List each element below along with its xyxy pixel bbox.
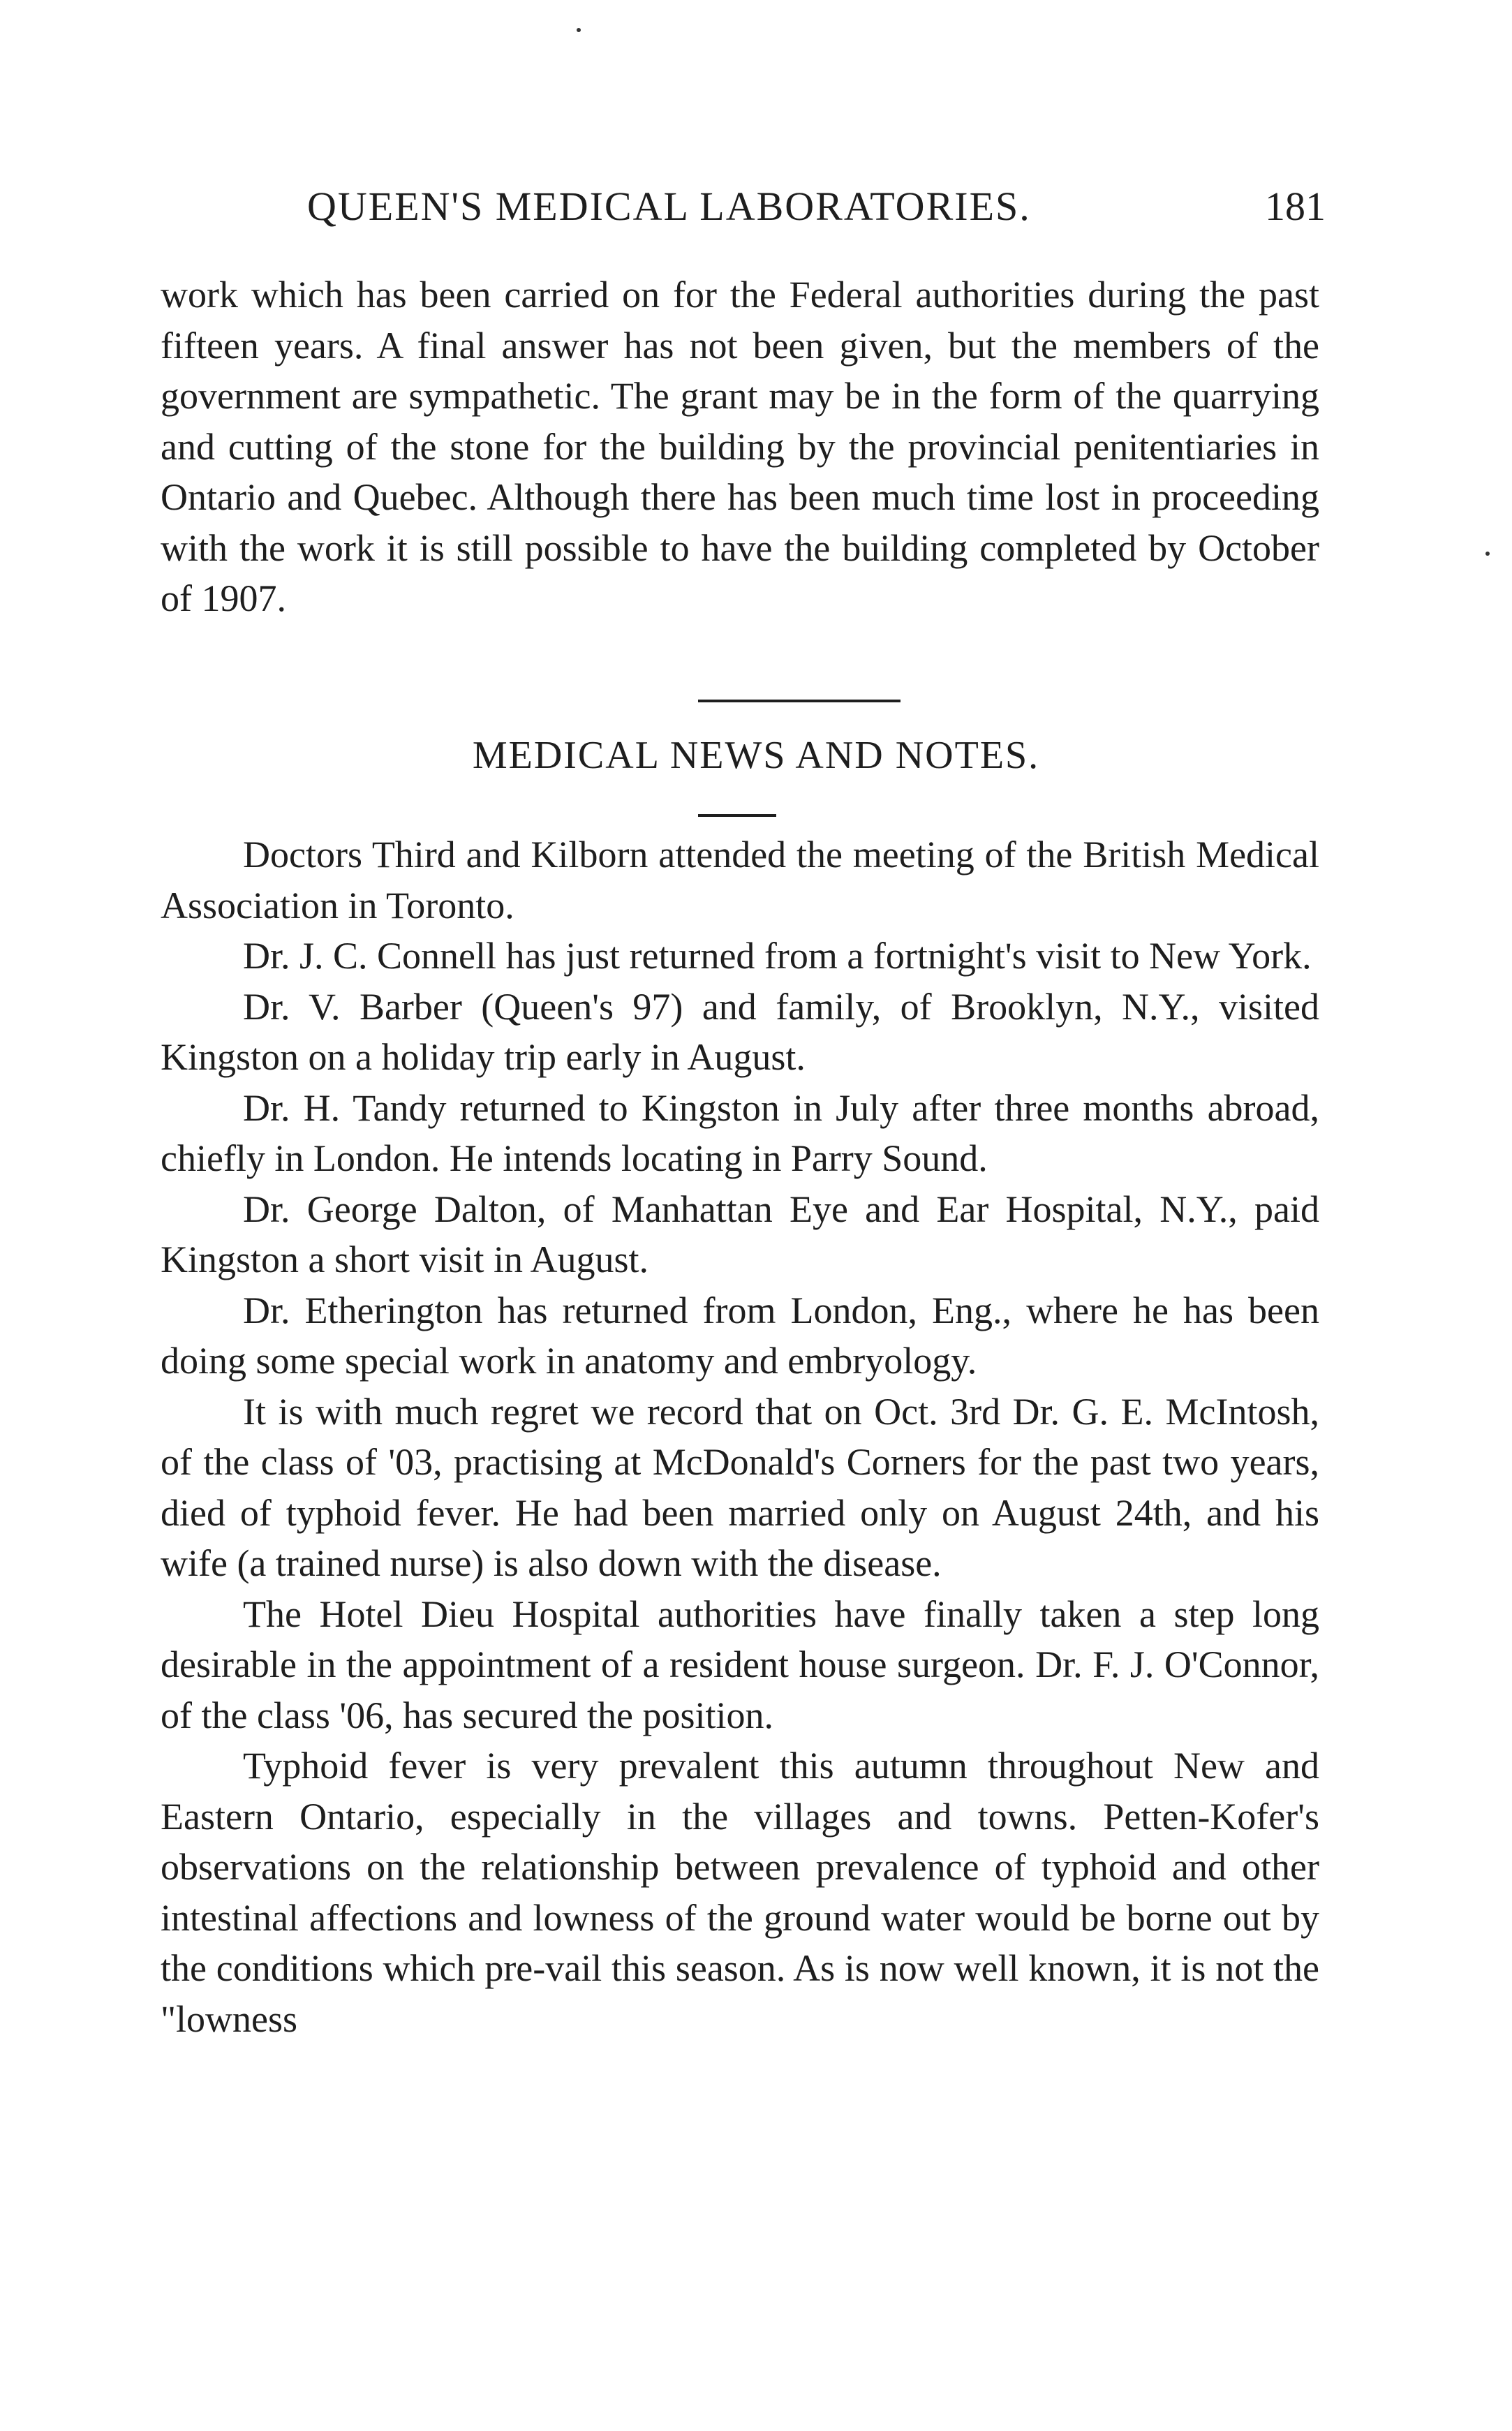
section-divider: [698, 700, 900, 702]
news-paragraph: Dr. J. C. Connell has just returned from a fortnight's visit to New York.: [243, 935, 1312, 977]
paragraph: work which has been carried on for the Federal authorities during the past fifteen years. A final answer has not been given, but the members of the government are sympathetic. The grant may be in the form of the quarrying and cutting of the stone for the building by the provincial penitentiaries in Ontario and Quebec. Although there has been much time lost in proceeding with the work it is still possible to have the building completed by October of 1907.: [161, 274, 1319, 619]
margin-mark: [577, 28, 581, 32]
news-paragraph: Dr. George Dalton, of Manhattan Eye and Ear Hospital, N.Y., paid Kingston a short visit in August.: [161, 1188, 1319, 1280]
running-title: QUEEN'S MEDICAL LABORATORIES.: [307, 184, 1031, 229]
news-paragraph: Typhoid fever is very prevalent this autumn throughout New and Eastern Ontario, especially in the villages and towns. Petten-Kofer's observations on the relationship between prevalence of typhoid and other intestinal affections and lowness of the ground water would be borne out by the conditions which pre-vail this season. As is now well known, it is not the "lowness: [161, 1745, 1319, 2040]
page-number: 181: [1265, 184, 1326, 229]
intro-paragraph-block: [161, 269, 1319, 624]
news-paragraph: Dr. Etherington has returned from London, Eng., where he has been doing some special work in anatomy and embryology.: [161, 1289, 1319, 1382]
margin-mark: [1485, 552, 1490, 556]
section-heading: MEDICAL NEWS AND NOTES.: [472, 734, 1040, 777]
news-paragraph: Doctors Third and Kilborn attended the meeting of the British Medical Association in Toronto.: [161, 834, 1319, 926]
news-notes-body: [161, 829, 1319, 2044]
news-paragraph: It is with much regret we record that on Oct. 3rd Dr. G. E. McIntosh, of the class of '03, practising at McDonald's Corners for the past two years, died of typhoid fever. He had been married only on August 24th, and his wife (a trained nurse) is also down with the disease.: [161, 1390, 1319, 1584]
news-paragraph: Dr. H. Tandy returned to Kingston in July after three months abroad, chiefly in London. He intends locating in Parry Sound.: [161, 1086, 1319, 1179]
news-paragraph: The Hotel Dieu Hospital authorities have finally taken a step long desirable in the appointment of a resident house surgeon. Dr. F. J. O'Connor, of the class '06, has secured the position.: [161, 1593, 1319, 1736]
heading-underline: [698, 814, 776, 817]
news-paragraph: Dr. V. Barber (Queen's 97) and family, of Brooklyn, N.Y., visited Kingston on a holiday trip early in August.: [161, 985, 1319, 1078]
